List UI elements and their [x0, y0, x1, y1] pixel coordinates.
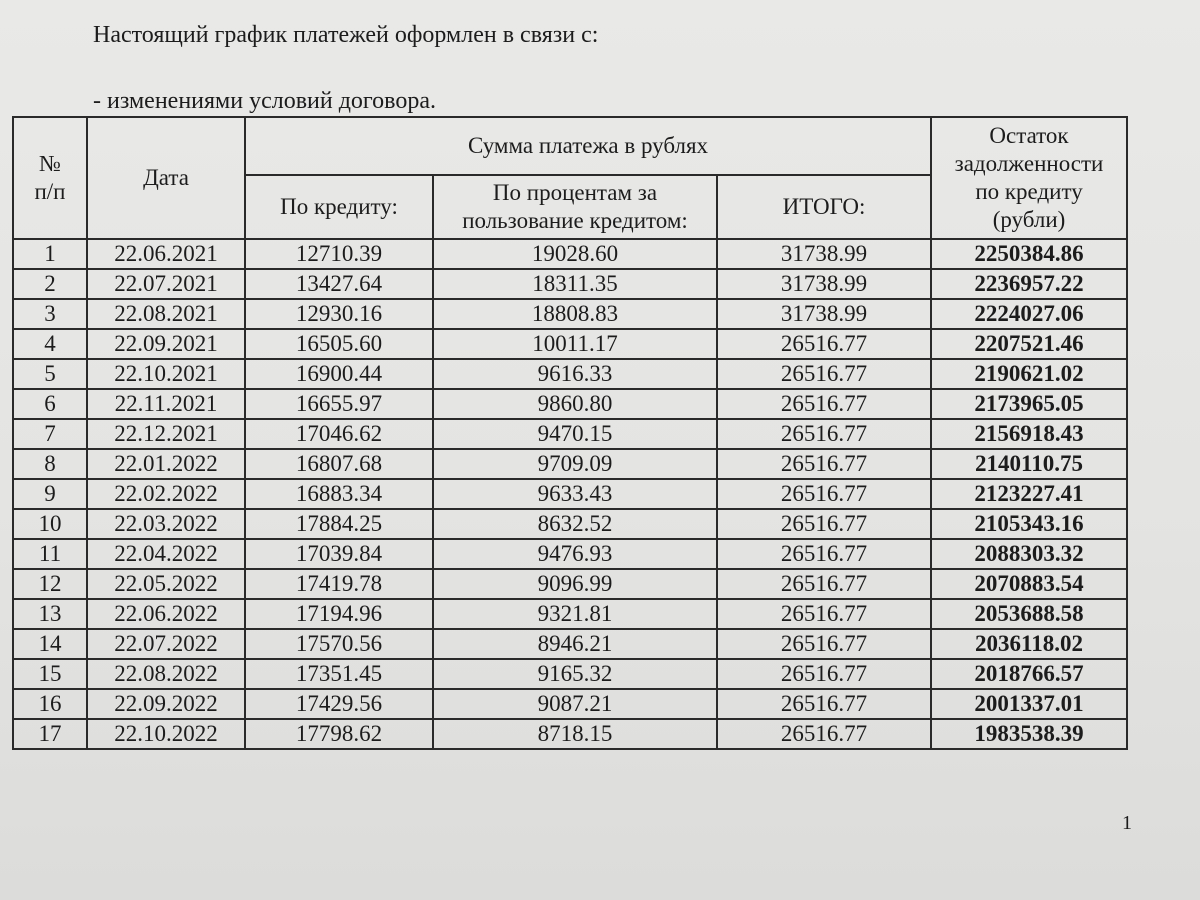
cell-balance: 2001337.01: [931, 689, 1127, 719]
cell-total: 26516.77: [717, 629, 931, 659]
cell-principal: 17429.56: [245, 689, 433, 719]
cell-balance: 2207521.46: [931, 329, 1127, 359]
cell-interest: 19028.60: [433, 239, 717, 269]
cell-num: 3: [13, 299, 87, 329]
cell-interest: 9616.33: [433, 359, 717, 389]
cell-balance: 2190621.02: [931, 359, 1127, 389]
table-row: [13, 359, 1127, 389]
cell-num: 6: [13, 389, 87, 419]
cell-date: 22.12.2021: [87, 419, 245, 449]
cell-total: 31738.99: [717, 299, 931, 329]
cell-total: 26516.77: [717, 419, 931, 449]
cell-principal: 17046.62: [245, 419, 433, 449]
cell-interest: 18808.83: [433, 299, 717, 329]
cell-principal: 12930.16: [245, 299, 433, 329]
cell-date: 22.07.2021: [87, 269, 245, 299]
cell-interest: 9476.93: [433, 539, 717, 569]
cell-num: 2: [13, 269, 87, 299]
cell-principal: 17039.84: [245, 539, 433, 569]
cell-principal: 16900.44: [245, 359, 433, 389]
cell-interest: 10011.17: [433, 329, 717, 359]
table-row: [13, 629, 1127, 659]
table-row: [13, 719, 1127, 749]
cell-date: 22.09.2021: [87, 329, 245, 359]
cell-date: 22.06.2021: [87, 239, 245, 269]
table-row: [13, 689, 1127, 719]
header-date: Дата: [87, 117, 245, 239]
header-interest: По процентам за пользование кредитом:: [433, 175, 717, 239]
cell-total: 31738.99: [717, 269, 931, 299]
cell-total: 26516.77: [717, 659, 931, 689]
cell-num: 7: [13, 419, 87, 449]
cell-num: 15: [13, 659, 87, 689]
cell-num: 8: [13, 449, 87, 479]
cell-balance: 2173965.05: [931, 389, 1127, 419]
cell-date: 22.06.2022: [87, 599, 245, 629]
cell-interest: 9165.32: [433, 659, 717, 689]
cell-date: 22.11.2021: [87, 389, 245, 419]
cell-principal: 16883.34: [245, 479, 433, 509]
cell-balance: 1983538.39: [931, 719, 1127, 749]
cell-date: 22.08.2021: [87, 299, 245, 329]
payment-schedule-table: [12, 116, 1128, 750]
page-number: 1: [1122, 812, 1132, 834]
cell-principal: 16655.97: [245, 389, 433, 419]
cell-date: 22.03.2022: [87, 509, 245, 539]
table-row: [13, 569, 1127, 599]
cell-balance: 2070883.54: [931, 569, 1127, 599]
cell-date: 22.04.2022: [87, 539, 245, 569]
table-row: [13, 509, 1127, 539]
cell-date: 22.08.2022: [87, 659, 245, 689]
cell-total: 26516.77: [717, 329, 931, 359]
cell-num: 9: [13, 479, 87, 509]
cell-total: 26516.77: [717, 569, 931, 599]
cell-principal: 13427.64: [245, 269, 433, 299]
cell-total: 26516.77: [717, 359, 931, 389]
cell-total: 26516.77: [717, 599, 931, 629]
cell-date: 22.10.2021: [87, 359, 245, 389]
header-principal: По кредиту:: [245, 175, 433, 239]
cell-balance: 2250384.86: [931, 239, 1127, 269]
cell-balance: 2105343.16: [931, 509, 1127, 539]
cell-balance: 2156918.43: [931, 419, 1127, 449]
cell-date: 22.10.2022: [87, 719, 245, 749]
cell-date: 22.01.2022: [87, 449, 245, 479]
cell-num: 4: [13, 329, 87, 359]
cell-interest: 9096.99: [433, 569, 717, 599]
cell-interest: 8718.15: [433, 719, 717, 749]
cell-balance: 2036118.02: [931, 629, 1127, 659]
cell-total: 26516.77: [717, 719, 931, 749]
cell-principal: 16505.60: [245, 329, 433, 359]
cell-balance: 2053688.58: [931, 599, 1127, 629]
cell-balance: 2018766.57: [931, 659, 1127, 689]
table-row: [13, 659, 1127, 689]
cell-principal: 16807.68: [245, 449, 433, 479]
cell-principal: 17884.25: [245, 509, 433, 539]
header-total: ИТОГО:: [717, 175, 931, 239]
table-row: [13, 599, 1127, 629]
cell-total: 26516.77: [717, 689, 931, 719]
cell-interest: 9633.43: [433, 479, 717, 509]
cell-interest: 9470.15: [433, 419, 717, 449]
cell-total: 26516.77: [717, 539, 931, 569]
cell-principal: 17351.45: [245, 659, 433, 689]
cell-date: 22.09.2022: [87, 689, 245, 719]
cell-interest: 9709.09: [433, 449, 717, 479]
cell-balance: 2123227.41: [931, 479, 1127, 509]
cell-interest: 9321.81: [433, 599, 717, 629]
cell-num: 12: [13, 569, 87, 599]
cell-total: 26516.77: [717, 449, 931, 479]
cell-total: 31738.99: [717, 239, 931, 269]
cell-num: 10: [13, 509, 87, 539]
cell-total: 26516.77: [717, 389, 931, 419]
cell-total: 26516.77: [717, 509, 931, 539]
cell-num: 17: [13, 719, 87, 749]
cell-num: 16: [13, 689, 87, 719]
header-payment-group: Сумма платежа в рублях: [245, 117, 931, 175]
cell-date: 22.05.2022: [87, 569, 245, 599]
cell-date: 22.07.2022: [87, 629, 245, 659]
table-row: [13, 539, 1127, 569]
table-row: [13, 479, 1127, 509]
cell-principal: 17419.78: [245, 569, 433, 599]
reason-text: - изменениями условий договора.: [93, 88, 436, 114]
cell-balance: 2140110.75: [931, 449, 1127, 479]
cell-num: 14: [13, 629, 87, 659]
cell-total: 26516.77: [717, 479, 931, 509]
cell-interest: 9860.80: [433, 389, 717, 419]
table-row: [13, 239, 1127, 269]
intro-text: Настоящий график платежей оформлен в связи с:: [93, 22, 599, 48]
cell-interest: 8946.21: [433, 629, 717, 659]
cell-date: 22.02.2022: [87, 479, 245, 509]
cell-interest: 8632.52: [433, 509, 717, 539]
header-balance: Остаток задолженности по кредиту (рубли): [931, 117, 1127, 239]
cell-balance: 2088303.32: [931, 539, 1127, 569]
cell-num: 11: [13, 539, 87, 569]
table-row: [13, 449, 1127, 479]
cell-interest: 18311.35: [433, 269, 717, 299]
cell-interest: 9087.21: [433, 689, 717, 719]
cell-balance: 2224027.06: [931, 299, 1127, 329]
cell-principal: 17194.96: [245, 599, 433, 629]
cell-num: 13: [13, 599, 87, 629]
cell-principal: 17798.62: [245, 719, 433, 749]
cell-principal: 12710.39: [245, 239, 433, 269]
cell-num: 1: [13, 239, 87, 269]
table-row: [13, 389, 1127, 419]
table-body: [13, 239, 1127, 749]
table-row: [13, 329, 1127, 359]
cell-principal: 17570.56: [245, 629, 433, 659]
cell-balance: 2236957.22: [931, 269, 1127, 299]
table-row: [13, 299, 1127, 329]
cell-num: 5: [13, 359, 87, 389]
table-row: [13, 269, 1127, 299]
header-num: № п/п: [13, 117, 87, 239]
table-row: [13, 419, 1127, 449]
